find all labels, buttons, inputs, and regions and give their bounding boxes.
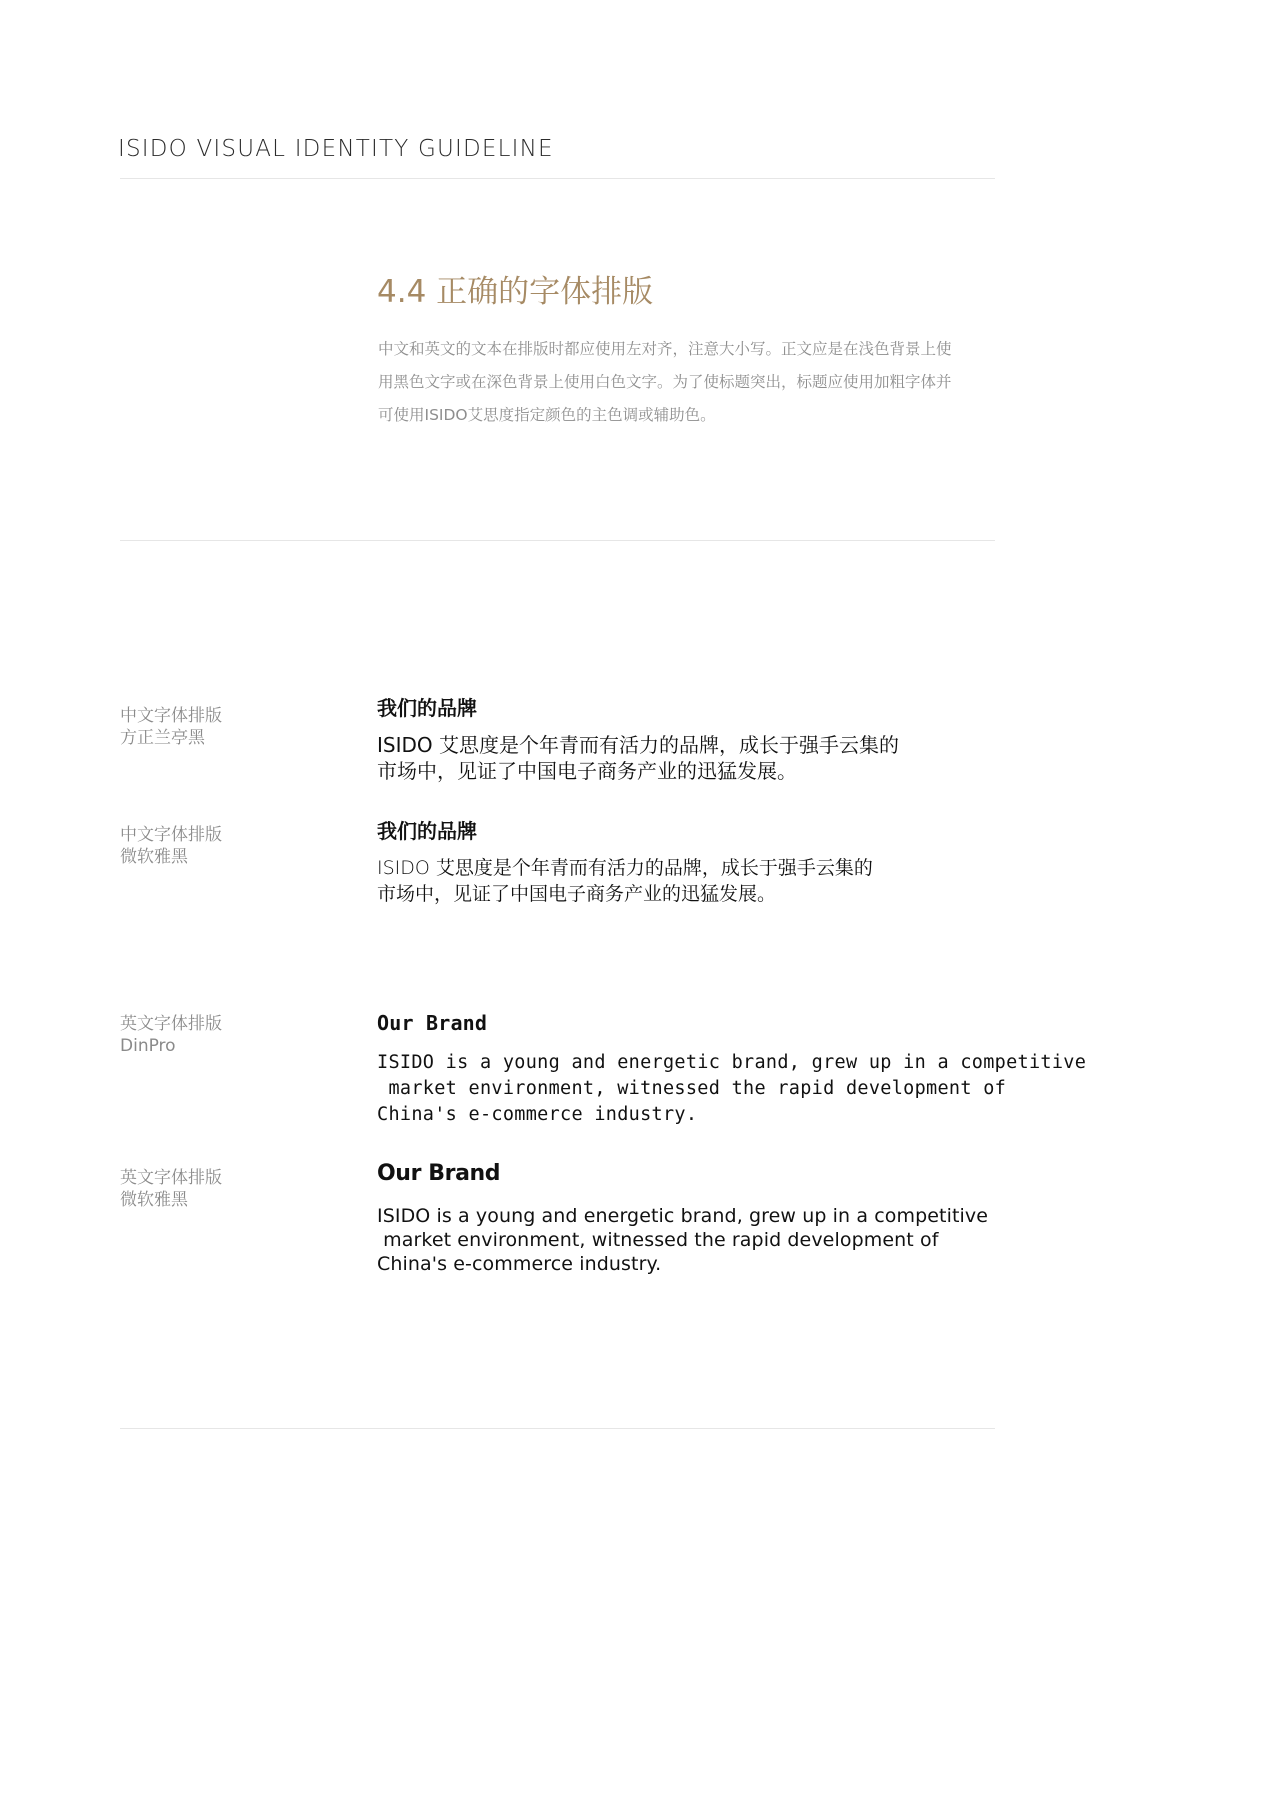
- sample-label-font: 微软雅黑: [120, 1190, 188, 1210]
- sample-text-line: ISIDO is a young and energetic brand, grew up in a competitive: [377, 1052, 1087, 1073]
- sample-title: 我们的品牌: [377, 696, 477, 720]
- header-divider: [120, 178, 995, 179]
- sample-label-font: 方正兰亭黑: [120, 728, 205, 748]
- sample-text-line: 市场中，见证了中国电子商务产业的迅猛发展。: [377, 759, 797, 783]
- sample-text: [377, 1204, 1017, 1276]
- sample-english-dinpro: [377, 1008, 1087, 1128]
- section-intro: [378, 333, 998, 432]
- section-heading: 4.4 正确的字体排版: [377, 274, 654, 310]
- sample-text-line: market environment, witnessed the rapid development of: [377, 1078, 1007, 1099]
- sample-label-english-dinpro: [120, 1013, 320, 1057]
- sample-title: Our Brand: [377, 1011, 488, 1035]
- sample-text-line: ISIDO 艾思度是个年青而有活力的品牌，成长于强手云集的: [377, 733, 899, 757]
- sample-label-font: 微软雅黑: [120, 847, 188, 867]
- sample-title: Our Brand: [377, 1161, 501, 1186]
- sample-text: [377, 732, 1017, 784]
- sample-label-category: 英文字体排版: [120, 1168, 222, 1188]
- sample-text-line: market environment, witnessed the rapid development of: [377, 1229, 939, 1251]
- sample-text-line: China's e-commerce industry.: [377, 1104, 698, 1125]
- sample-chinese-fzlth: [377, 694, 1017, 784]
- sample-text-line: ISIDO 艾思度是个年青而有活力的品牌，成长于强手云集的: [377, 857, 873, 879]
- section-divider: [120, 540, 995, 541]
- footer-divider: [120, 1428, 995, 1429]
- sample-text: [377, 1050, 1087, 1128]
- sample-label-category: 英文字体排版: [120, 1014, 222, 1034]
- intro-line: 可使用ISIDO艾思度指定颜色的主色调或辅助色。: [378, 406, 716, 424]
- sample-title: 我们的品牌: [377, 819, 477, 843]
- sample-label-category: 中文字体排版: [120, 825, 222, 845]
- sample-label-english-msyh: [120, 1167, 320, 1211]
- sample-text-line: 市场中，见证了中国电子商务产业的迅猛发展。: [377, 883, 777, 905]
- intro-line: 中文和英文的文本在排版时都应使用左对齐，注意大小写。正文应是在浅色背景上使: [378, 340, 952, 358]
- sample-english-msyh: [377, 1158, 1017, 1276]
- sample-label-chinese-msyh: [120, 824, 320, 868]
- sample-label-category: 中文字体排版: [120, 706, 222, 726]
- sample-label-chinese-fzlth: [120, 705, 320, 749]
- sample-text-line: China's e-commerce industry.: [377, 1253, 662, 1275]
- sample-label-font: DinPro: [120, 1036, 176, 1056]
- sample-text-line: ISIDO is a young and energetic brand, grew up in a competitive: [377, 1205, 989, 1227]
- sample-text: [377, 855, 1017, 907]
- sample-chinese-msyh: [377, 817, 1017, 907]
- document-header-title: ISIDO VISUAL IDENTITY GUIDELINE: [118, 136, 554, 162]
- intro-line: 用黑色文字或在深色背景上使用白色文字。为了使标题突出，标题应使用加粗字体并: [378, 373, 952, 391]
